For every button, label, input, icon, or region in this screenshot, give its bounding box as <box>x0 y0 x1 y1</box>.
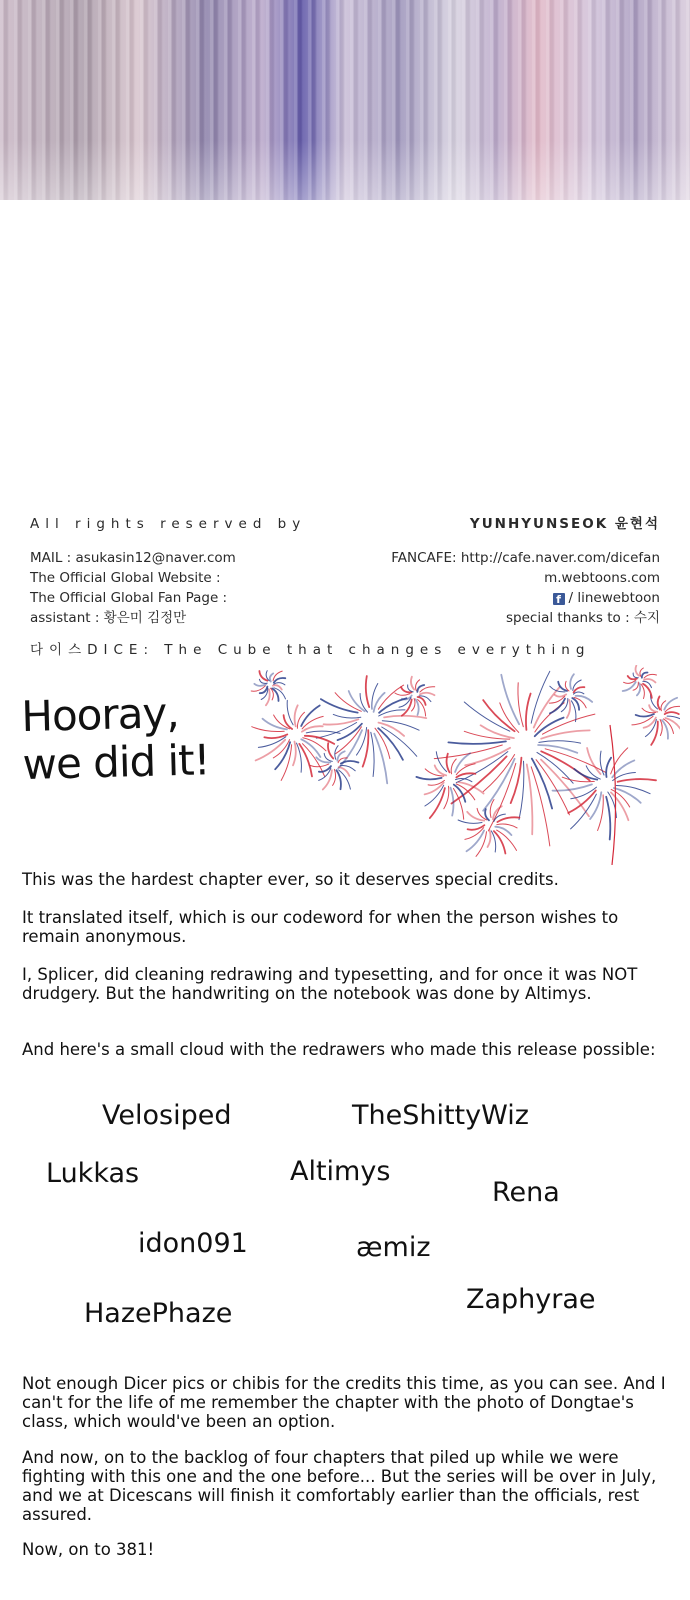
fireworks-illustration <box>240 665 680 865</box>
closing-paragraph-3: Now, on to 381! <box>22 1540 155 1559</box>
redrawer-name: æmiz <box>356 1232 431 1263</box>
firework-burst <box>553 748 657 840</box>
paragraph-3: I, Splicer, did cleaning redrawing and typesetting, and for once it was NOT drudgery. But the handwriting on the notebook was done by Altimys. <box>22 965 638 1003</box>
tagline-row <box>30 640 660 660</box>
closing-paragraph-1: Not enough Dicer pics or chibis for the credits this time, as you can see. And I can't for the life of me remember the chapter with the photo of Dongtae's class, which would've been an option. <box>22 1374 666 1431</box>
firework-burst <box>623 666 657 699</box>
paragraph-2: It translated itself, which is our codeword for when the person wishes to remain anonymous. <box>22 908 619 946</box>
redrawer-name: Velosiped <box>102 1100 232 1131</box>
redrawer-name: TheShittyWiz <box>352 1100 529 1131</box>
author-name: YUNHYUNSEOK 윤현석 <box>469 516 660 532</box>
firework-burst <box>416 752 483 820</box>
fanpage-value: / linewebtoon <box>568 590 660 606</box>
redrawer-name: Altimys <box>290 1156 391 1187</box>
redrawer-name: Rena <box>492 1177 560 1208</box>
website-row <box>30 568 660 588</box>
fanpage-row <box>30 588 660 608</box>
redrawer-name: idon091 <box>138 1228 248 1259</box>
hooray-line-1: Hooray, <box>20 688 180 742</box>
rights-row <box>30 514 660 534</box>
firework-burst <box>632 695 680 745</box>
paragraph-1: This was the hardest chapter ever, so it deserves special credits. <box>22 870 559 889</box>
mail-text: MAIL : asukasin12@naver.com <box>30 550 236 566</box>
fanpage-link[interactable] <box>553 588 661 608</box>
fancafe-link[interactable]: FANCAFE: http://cafe.naver.com/dicefan <box>391 550 660 566</box>
website-label: The Official Global Website : <box>30 570 221 586</box>
hooray-heading <box>21 687 263 789</box>
fanpage-label: The Official Global Fan Page : <box>30 590 228 606</box>
assistant-text: assistant : 황은미 김정만 <box>30 610 187 626</box>
firework-burst <box>251 671 285 706</box>
mail-row <box>30 548 660 568</box>
tagline-text: 다이스DICE: The Cube that changes everything <box>30 642 591 658</box>
redrawer-name: HazePhaze <box>84 1298 233 1329</box>
thanks-text: special thanks to : 수지 <box>506 610 660 626</box>
facebook-icon: f <box>553 593 565 605</box>
firework-burst <box>458 800 519 857</box>
redrawer-name: Zaphyrae <box>466 1284 596 1315</box>
website-link[interactable]: m.webtoons.com <box>544 570 660 586</box>
blurred-banner-image <box>0 0 690 200</box>
redrawer-name: Lukkas <box>46 1158 140 1189</box>
paragraph-4: And here's a small cloud with the redrawers who made this release possible: <box>22 1040 656 1059</box>
firework-burst <box>549 674 592 721</box>
rights-text: All rights reserved by <box>30 516 307 532</box>
firework-burst <box>252 700 340 780</box>
assistant-row <box>30 608 660 628</box>
hooray-line-2: we did it! <box>22 735 211 790</box>
closing-paragraph-2: And now, on to the backlog of four chapters that piled up while we were fighting with this one and the one before... But the series will be over in July, and we at Dicescans will finish it comfortably earlier than the officials, rest assured. <box>22 1448 657 1524</box>
